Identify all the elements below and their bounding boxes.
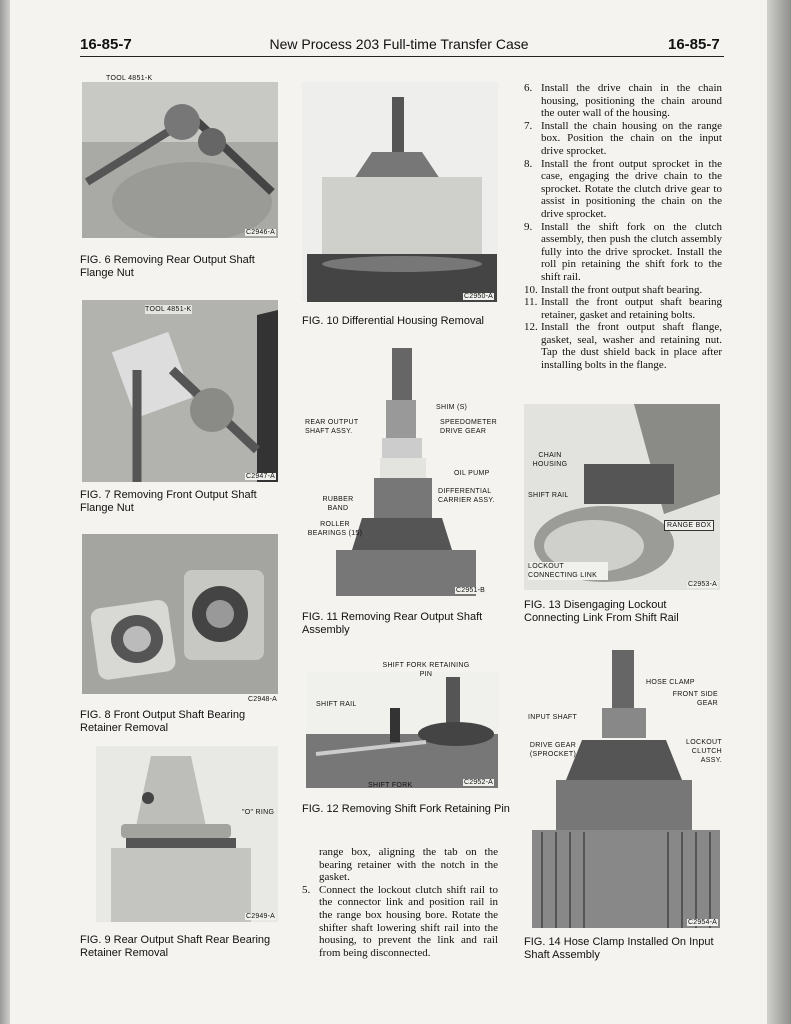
step-10: 10. Install the front output shaft bearing. <box>524 283 703 296</box>
fig7-caption-num: FIG. 7 <box>80 489 111 501</box>
fig6-photo <box>82 82 278 238</box>
fig7-caption <box>80 489 280 515</box>
fig13-callout-lockout-link: LOCKOUT CONNECTING LINK <box>528 562 608 580</box>
fig11-callout-rubber-band: RUBBER BAND <box>322 496 354 512</box>
fig10-caption <box>302 315 512 328</box>
fig7-photo <box>82 300 278 482</box>
fig10-caption-text: Differential Housing Removal <box>341 315 485 327</box>
fig14-caption <box>524 936 724 962</box>
fig13-caption-num: FIG. 13 <box>524 599 561 611</box>
fig13-callout-shift-rail: SHIFT RAIL <box>528 492 569 499</box>
fig11-callout-oil-pump: OIL PUMP <box>454 470 490 477</box>
fig7-callout-tool: TOOL 4851-K <box>145 306 192 313</box>
fig6-caption-num: FIG. 6 <box>80 254 111 266</box>
page-edge-shadow <box>767 0 791 1024</box>
fig9-caption-text: Rear Output Shaft Rear Bearing Retainer Removal <box>80 934 271 959</box>
fig12-callout-shift-fork: SHIFT FORK <box>368 782 413 789</box>
fig6-caption <box>80 254 280 280</box>
fig14-callout-front-side-gear: FRONT SIDE GEAR <box>672 691 718 707</box>
fig9-code: C2949-A <box>245 913 275 920</box>
step-11: 11. Install the front output shaft bearing retainer, gasket and retaining bolts. <box>524 296 722 321</box>
fig12-callout-shift-rail: SHIFT RAIL <box>316 701 357 708</box>
middle-continuation: range box, aligning the tab on the bearing retainer with the notch in the gasket. <box>319 846 498 884</box>
fig13-code: C2953-A <box>687 581 717 588</box>
page-number-right: 16-85-7 <box>668 36 720 53</box>
fig14-code: C2954-A <box>687 919 717 926</box>
fig8-photo <box>82 534 278 694</box>
fig14-caption-text: Hose Clamp Installed On Input Shaft Assembly <box>524 936 714 961</box>
fig11-caption-num: FIG. 11 <box>302 611 338 623</box>
middle-text <box>302 846 498 959</box>
fig11-callout-speedometer: SPEEDOMETER DRIVE GEAR <box>440 419 497 435</box>
fig12-caption-text: Removing Shift Fork Retaining Pin <box>341 803 510 815</box>
fig13-callout-chain-housing: CHAIN HOUSING <box>530 451 570 469</box>
step-5: 5. Connect the lockout clutch shift rail to the connector link and position rail in the range box housing bore. Rotate the shifter shaft lowering shift rail into the housing, to prevent the link and rail from being disconnected. <box>302 883 498 959</box>
fig8-caption-num: FIG. 8 <box>80 709 111 721</box>
fig11-callout-differential: DIFFERENTIAL CARRIER ASSY. <box>438 488 495 504</box>
fig12-caption <box>302 803 512 816</box>
fig11-photo <box>302 340 498 596</box>
fig9-caption <box>80 934 280 960</box>
right-steps <box>524 82 722 372</box>
fig8-caption <box>80 709 280 735</box>
fig11-caption <box>302 611 512 637</box>
page-number-left: 16-85-7 <box>80 36 132 53</box>
right-text <box>524 82 722 372</box>
fig6-caption-text: Removing Rear Output Shaft Flange Nut <box>80 254 255 279</box>
fig13-caption-text: Disengaging Lockout Connecting Link From Shift Rail <box>524 599 679 624</box>
fig14-caption-num: FIG. 14 <box>524 936 561 948</box>
fig13-callout-range-box: RANGE BOX <box>664 520 714 531</box>
fig11-caption-text: Removing Rear Output Shaft Assembly <box>302 611 483 636</box>
fig7-caption-text: Removing Front Output Shaft Flange Nut <box>80 489 257 514</box>
fig11-code: C2951-B <box>455 587 485 594</box>
step-12: 12. Install the front output shaft flange, gasket, seal, washer and retaining nut. Tap the dust shield back in place after installing bolts in the flange. <box>524 321 722 372</box>
fig12-code: C2952-A <box>463 779 493 786</box>
fig14-callout-hose-clamp: HOSE CLAMP <box>646 679 695 686</box>
step-7: 7. Install the chain housing on the range box. Position the chain on the input drive sprocket. <box>524 119 722 157</box>
fig10-caption-num: FIG. 10 <box>302 315 339 327</box>
fig9-photo <box>96 746 278 922</box>
fig10-photo <box>302 82 498 302</box>
fig12-photo <box>306 672 498 788</box>
fig12-caption-num: FIG. 12 <box>302 803 339 815</box>
fig14-callout-lockout-clutch: LOCKOUT CLUTCH ASSY. <box>686 739 722 764</box>
fig6-callout-tool: TOOL 4851-K <box>106 75 153 82</box>
fig9-caption-num: FIG. 9 <box>80 934 111 946</box>
step-9: 9. Install the shift fork on the clutch assembly, then push the clutch assembly fully into the drive sprocket. Install the roll pin retaining the shift fork to the shift rail. <box>524 220 722 283</box>
fig10-code: C2950-A <box>463 293 493 300</box>
step-6: 6. Install the drive chain in the chain housing, positioning the chain around the outer wall of the housing. <box>524 82 722 120</box>
header-rule <box>80 56 724 57</box>
fig11-callout-roller-bearings: ROLLER BEARINGS (15) <box>307 521 363 537</box>
fig11-callout-rear-output: REAR OUTPUT SHAFT ASSY. <box>305 419 359 435</box>
fig13-caption <box>524 599 724 625</box>
page-title: New Process 203 Full-time Transfer Case <box>269 36 529 52</box>
middle-steps <box>302 884 498 960</box>
fig14-callout-input-shaft: INPUT SHAFT <box>528 714 578 721</box>
fig14-callout-drive-gear: DRIVE GEAR (SPROCKET) <box>529 742 577 758</box>
fig12-callout-fork-pin: SHIFT FORK RETAINING PIN <box>382 662 470 678</box>
fig8-caption-text: Front Output Shaft Bearing Retainer Removal <box>80 709 246 734</box>
step-8: 8. Install the front output sprocket in the case, engaging the drive chain to the sprocket. Rotate the clutch drive gear to assist in positioning the chain on the drive sprocket. <box>524 157 722 220</box>
fig9-callout-o-ring: "O" RING <box>242 809 275 816</box>
fig6-code: C2946-A <box>245 229 275 236</box>
fig7-code: C2947-A <box>245 473 275 480</box>
fig8-code: C2948-A <box>248 696 278 703</box>
fig11-callout-shim: SHIM (S) <box>436 404 468 411</box>
